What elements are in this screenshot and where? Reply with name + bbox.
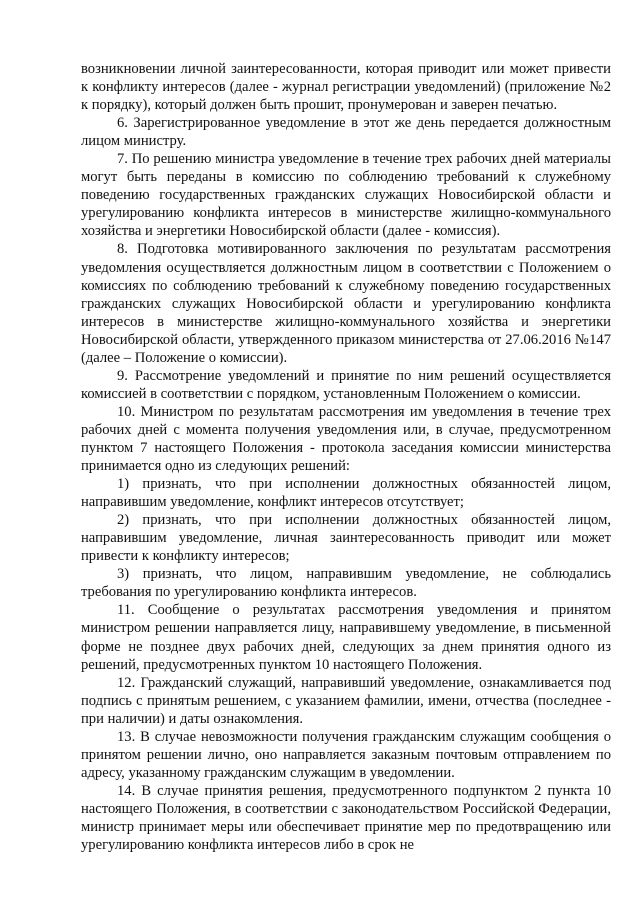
- paragraph-10-item-1: 1) признать, что при исполнении должностных обязанностей лицом, направившим уведомление, конфликт интересов отсутствует;: [81, 476, 611, 511]
- paragraph-8: 8. Подготовка мотивированного заключения по результатам рассмотрения уведомления осуществляется должностным лицом в соответствии с Положением о комиссиях по соблюдению требований к служебному поведению государственных гражданских служащих Новосибирской области и урегулированию конфликта интересов в министерстве жилищно-коммунального хозяйства и энергетики Новосибирской области, утвержденного приказом министерства от 27.06.2016 №147 (далее – Положение о комиссии).: [81, 241, 611, 366]
- paragraph-10-item-2: 2) признать, что при исполнении должностных обязанностей лицом, направившим уведомление, личная заинтересованность приводит или может привести к конфликту интересов;: [81, 512, 611, 565]
- document-page: [81, 60, 611, 854]
- paragraph-9: 9. Рассмотрение уведомлений и принятие по ним решений осуществляется комиссией в соответствии с порядком, установленным Положением о комиссии.: [81, 367, 611, 402]
- paragraph-11: 11. Сообщение о результатах рассмотрения уведомления и принятом министром решении направляется лицу, направившему уведомление, в письменной форме не позднее двух рабочих дней, следующих за днем принятия одного из решений, предусмотренных пунктом 10 настоящего Положения.: [81, 602, 611, 673]
- paragraph-10: 10. Министром по результатам рассмотрения им уведомления в течение трех рабочих дней с момента получения уведомления или, в случае, предусмотренном пунктом 7 настоящего Положения - протокола заседания комиссии министерства принимается одно из следующих решений:: [81, 403, 611, 475]
- paragraph-12: 12. Гражданский служащий, направивший уведомление, ознакамливается под подпись с принятым решением, с указанием фамилии, имени, отчества (последнее - при наличии) и даты ознакомления.: [81, 674, 611, 727]
- paragraph-6: 6. Зарегистрированное уведомление в этот же день передается должностным лицом министру.: [81, 115, 611, 150]
- paragraph-7: 7. По решению министра уведомление в течение трех рабочих дней материалы могут быть переданы в комиссию по соблюдению требований к служебному поведению государственных гражданских служащих Новосибирской области и урегулированию конфликта интересов в министерстве жилищно-коммунального хозяйства и энергетики Новосибирской области (далее - комиссия).: [81, 151, 611, 240]
- paragraph-13: 13. В случае невозможности получения гражданским служащим сообщения о принятом решении лично, оно направляется заказным почтовым отправлением по адресу, указанному гражданским служащим в уведомлении.: [81, 728, 611, 781]
- paragraph-continuation: возникновении личной заинтересованности, которая приводит или может привести к конфликту интересов (далее - журнал регистрации уведомлений) (приложение №2 к порядку), который должен быть прошит, пронумерован и заверен печатью.: [81, 61, 611, 114]
- paragraph-10-item-3: 3) признать, что лицом, направившим уведомление, не соблюдались требования по урегулированию конфликта интересов.: [81, 566, 611, 601]
- paragraph-14: 14. В случае принятия решения, предусмотренного подпунктом 2 пункта 10 настоящего Положения, в соответствии с законодательством Российской Федерации, министр принимает меры или обеспечивает принятие мер по предотвращению или урегулированию конфликта интересов либо в срок не: [81, 782, 611, 854]
